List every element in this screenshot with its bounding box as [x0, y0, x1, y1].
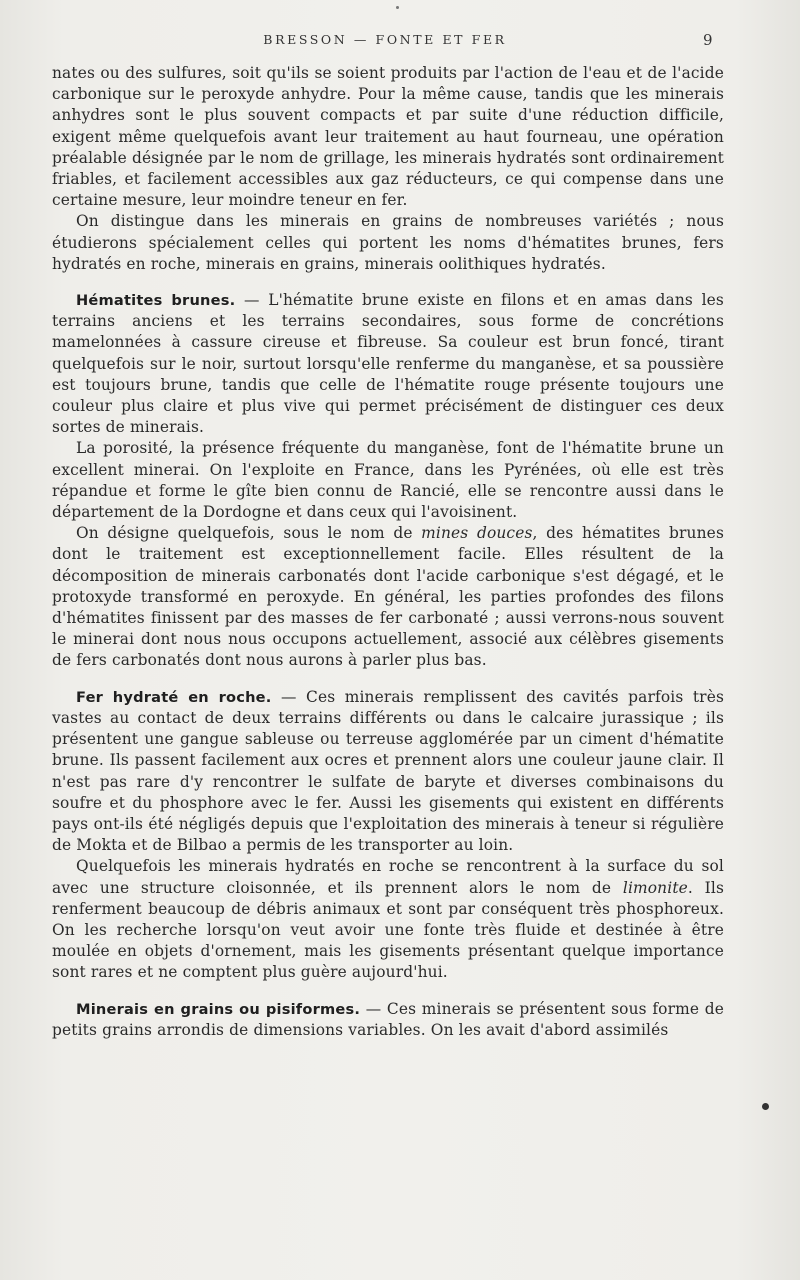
paragraph-text: On désigne quelquefois, sous le nom de	[76, 524, 422, 543]
paragraph-text: — Ces minerais remplissent des cavités parfois très vastes au contact de deux terrains différents ou dans le calcaire jurassique ; ils présentent une gangue sableuse ou terreuse agglomérée par un ciment d'hématite brune. Ils passent facilement aux ocres et prennent alors une couleur jaune clair. Il n'est pas rare d'y rencontrer le sulfate de baryte et diverses combinaisons du soufre et du phosphore avec le fer. Aussi les gisements qui existent en différents pays ont-ils été négligés depuis que l'exploitation des minerais à teneur si régulière de Mokta et de Bilbao a permis de les transporter au loin.	[52, 687, 724, 855]
section-heading: Fer hydraté en roche.	[76, 688, 272, 706]
paragraph-text: , des hématites brunes dont le traitement est exceptionnellement facile. Elles résultent de la décomposition de minerais carbonatés dont l'acide carbonique s'est dégagé, et le protoxyde transformé en peroxyde. En général, les parties profondes des filons d'hématites finissent par des masses de fer carbonaté ; aussi verrons-nous souvent le minerai dont nous nous occupons actuellement, associé aux célèbres gisements de fers carbonatés dont nous aurons à parler plus bas.	[52, 524, 724, 670]
italic-term: limonite	[622, 878, 688, 897]
paragraph-text: La porosité, la présence fréquente du manganèse, font de l'hématite brune un excellent minerai. On l'exploite en France, dans les Pyrénées, où elle est très répandue et forme le gîte bien connu de Rancié, elle se rencontre aussi dans le département de la Dordogne et dans ceux qui l'avoisinent.	[52, 439, 724, 522]
print-speck	[396, 6, 399, 9]
paragraph-text: . Ils renferment beaucoup de débris animaux et sont par conséquent très phosphoreux. On les recherche lorsqu'on veut avoir une fonte très fluide et destinée à être moulée en objets d'ornement, mais les gisements présentant quelque importance sont rares et ne comptent plus guère aujourd'hui.	[52, 878, 724, 982]
paragraph	[52, 63, 724, 211]
margin-dot	[762, 1103, 769, 1110]
page-header	[0, 32, 800, 54]
paragraph-text: Quelquefois les minerais hydratés en roche se rencontrent à la surface du sol avec une structure cloisonnée, et ils prennent alors le nom de	[52, 857, 724, 897]
italic-term: mines douces	[421, 524, 533, 543]
paragraph-text: nates ou des sulfures, soit qu'ils se soient produits par l'action de l'eau et de l'acide carbonique sur le peroxyde anhydre. Pour la même cause, tandis que les minerais anhydres sont le plus souvent compacts et par suite d'une réduction difficile, exigent même quelquefois avant leur traitement au haut fourneau, une opération préalable désignée par le nom de grillage, les minerais hydratés sont ordinairement friables, et facilement accessibles aux gaz réducteurs, ce qui compense dans une certaine mesure, leur moindre teneur en fer.	[52, 64, 724, 210]
paragraph-text: — Ces minerais se présentent sous forme de petits grains arrondis de dimensions variables. On les avait d'abord assimilés	[52, 999, 724, 1039]
section-heading: Minerais en grains ou pisiformes.	[76, 1000, 361, 1018]
paragraph	[52, 523, 724, 671]
paragraph	[52, 856, 724, 983]
page-number: 9	[703, 31, 713, 49]
paragraph	[52, 211, 724, 275]
section-fer-hydrate	[52, 687, 724, 857]
section-heading: Hématites brunes.	[76, 292, 236, 310]
section-minerais-en-grains	[52, 999, 724, 1041]
paragraph-text: — L'hématite brune existe en filons et en amas dans les terrains anciens et les terrains secondaires, sous forme de concrétions mamelonnées à cassure cireuse et fibreuse. Sa couleur est brun foncé, tirant quelquefois sur le noir, surtout lorsqu'elle renferme du manganèse, et sa poussière est toujours brune, tandis que celle de l'hématite rouge présente toujours une couleur plus claire et plus vive qui permet précisément de distinguer ces deux sortes de minerais.	[52, 291, 724, 437]
running-title: BRESSON — FONTE ET FER	[263, 32, 507, 47]
paragraph	[52, 438, 724, 523]
body-text	[52, 63, 724, 1041]
paragraph-text: On distingue dans les minerais en grains de nombreuses variétés ; nous étudierons spécialement celles qui portent les noms d'hématites brunes, fers hydratés en roche, minerais en grains, minerais oolithiques hydratés.	[52, 212, 724, 273]
section-hematites-brunes	[52, 290, 724, 438]
